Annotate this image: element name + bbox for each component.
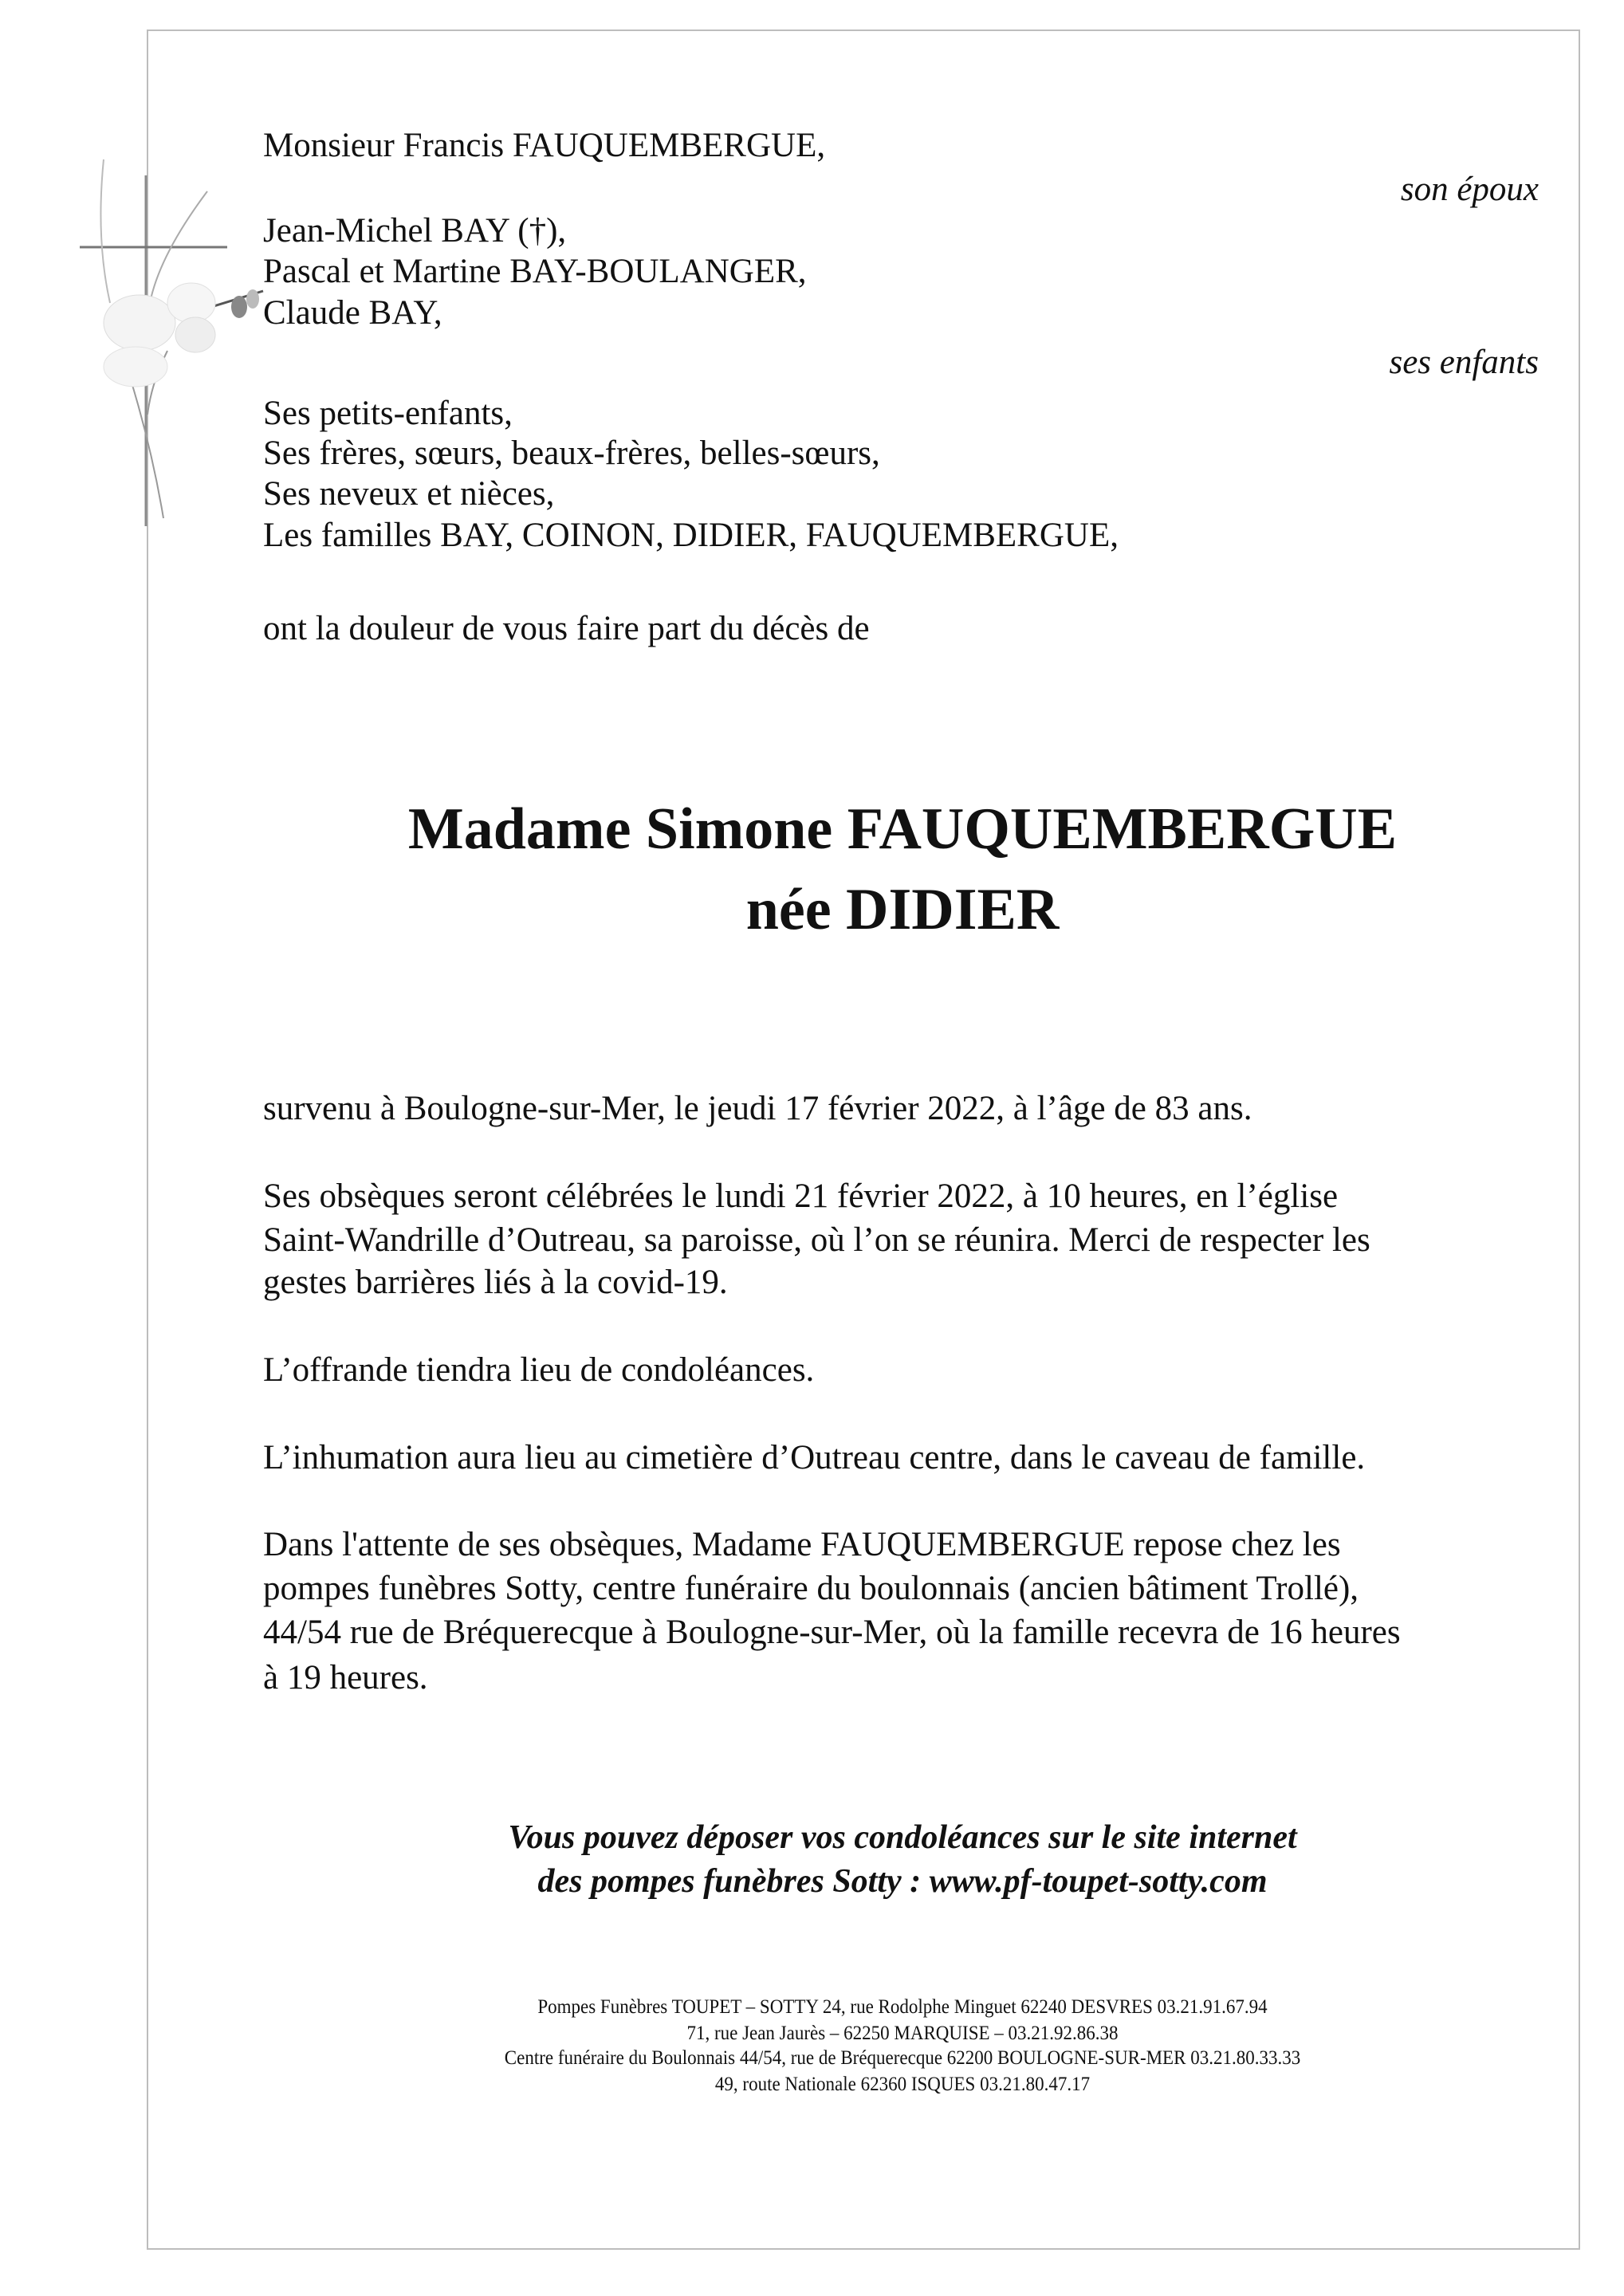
funeral-details: gestes barrières liés à la covid-19. (263, 1264, 728, 1301)
condolences-note: Vous pouvez déposer vos condoléances sur le site internet (508, 1819, 1297, 1856)
relative-line: Ses frères, sœurs, beaux-frères, belles-sœurs, (263, 434, 880, 472)
spouse-name: Monsieur Francis FAUQUEMBERGUE, (263, 127, 826, 164)
wake-details: à 19 heures. (263, 1659, 428, 1696)
footer-address: 71, rue Jean Jaurès – 62250 MARQUISE – 03.21.92.86.38 (686, 2023, 1119, 2044)
footer-address: 49, route Nationale 62360 ISQUES 03.21.80.47.17 (714, 2074, 1091, 2095)
deceased-maiden-name: née DIDIER (745, 877, 1060, 942)
wake-details: 44/54 rue de Bréquerecque à Boulogne-sur-Mer, où la famille recevra de 16 heures (263, 1614, 1401, 1651)
deceased-name: Madame Simone FAUQUEMBERGUE (407, 796, 1398, 862)
spouse-role: son époux (1400, 171, 1539, 208)
child-name: Pascal et Martine BAY-BOULANGER, (263, 253, 807, 290)
funeral-details: Saint-Wandrille d’Outreau, sa paroisse, où l’on se réunira. Merci de respecter les (263, 1221, 1370, 1259)
footer-address: Centre funéraire du Boulonnais 44/54, rue de Bréquerecque 62200 BOULOGNE-SUR-MER 03.21.80.33.33 (504, 2047, 1301, 2069)
death-details: survenu à Boulogne-sur-Mer, le jeudi 17 février 2022, à l’âge de 83 ans. (263, 1090, 1252, 1127)
footer-address: Pompes Funèbres TOUPET – SOTTY 24, rue Rodolphe Minguet 62240 DESVRES 03.21.91.67.94 (537, 1996, 1268, 2018)
announcement: ont la douleur de vous faire part du décès de (263, 610, 870, 647)
relative-line: Ses neveux et nièces, (263, 475, 555, 513)
children-role: ses enfants (1389, 344, 1539, 381)
relative-line: Les familles BAY, COINON, DIDIER, FAUQUEMBERGUE, (263, 517, 1119, 554)
relative-line: Ses petits-enfants, (263, 395, 513, 432)
child-name: Claude BAY, (263, 294, 442, 332)
wake-details: Dans l'attente de ses obsèques, Madame FAUQUEMBERGUE repose chez les (263, 1526, 1341, 1563)
burial-note: L’inhumation aura lieu au cimetière d’Outreau centre, dans le caveau de famille. (263, 1439, 1366, 1476)
condolences-website: des pompes funèbres Sotty : www.pf-toupet-sotty.com (537, 1863, 1268, 1900)
wake-details: pompes funèbres Sotty, centre funéraire du boulonnais (ancien bâtiment Trollé), (263, 1570, 1359, 1607)
funeral-details: Ses obsèques seront célébrées le lundi 21 février 2022, à 10 heures, en l’église (263, 1177, 1339, 1215)
child-name: Jean-Michel BAY (†), (263, 212, 567, 250)
offering-note: L’offrande tiendra lieu de condoléances. (263, 1351, 815, 1389)
